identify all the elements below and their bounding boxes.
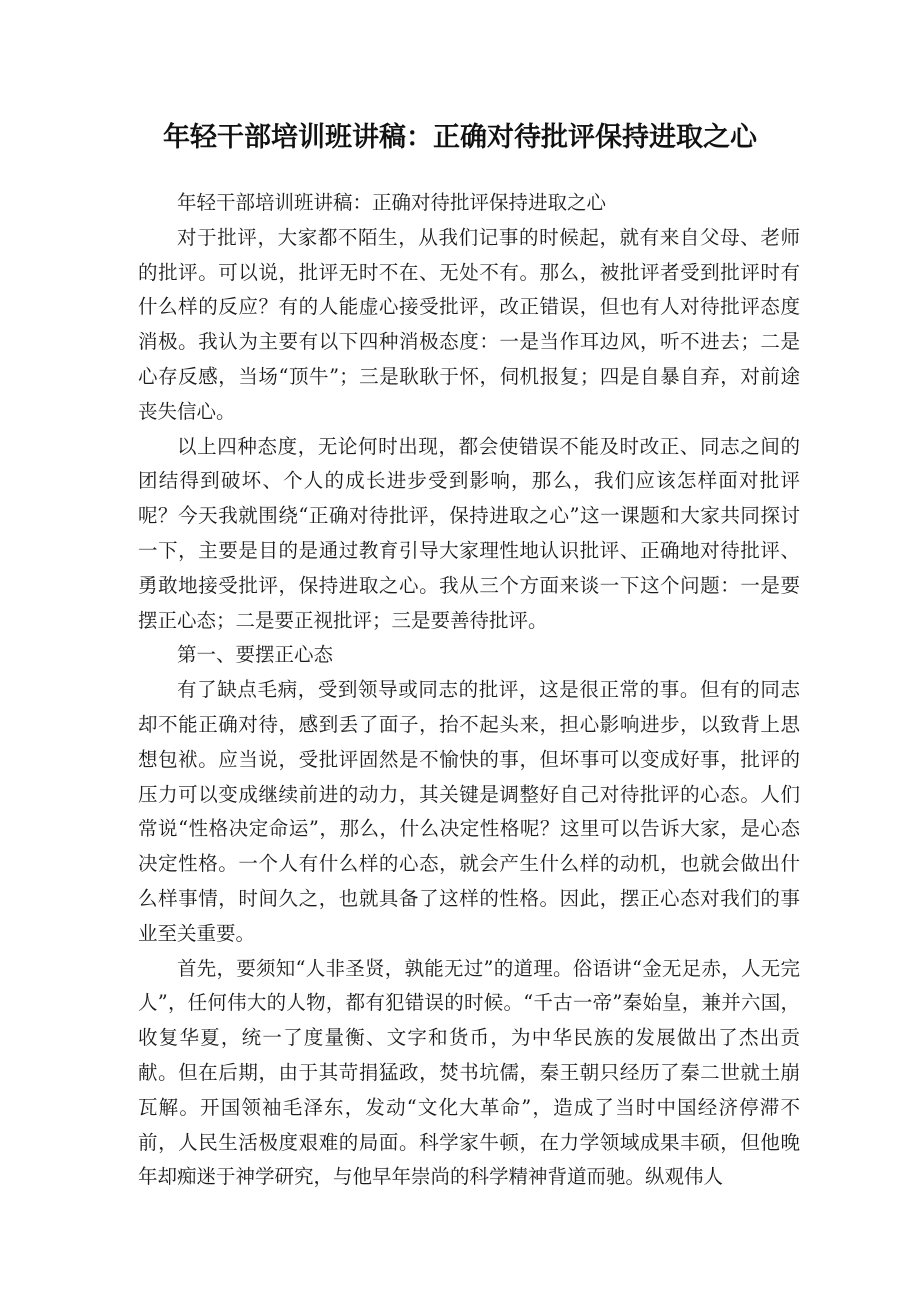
paragraph-mindset: 有了缺点毛病，受到领导或同志的批评，这是很正常的事。但有的同志却不能正确对待，感到丢了面子，抬不起头来，担心影响进步，以致背上思想包袱。应当说，受批评固然是不愉快的事，但坏事可以变成好事，批评的压力可以变成继续前进的动力，其关键是调整好自己对待批评的心态。人们常说“性格决定命运”，那么，什么决定性格呢？这里可以告诉大家，是心态决定性格。一个人有什么样的心态，就会产生什么样的动机，也就会做出什么样事情，时间久之，也就具备了这样的性格。因此，摆正心态对我们的事业至关重要。 [138,678,800,945]
paragraph-no-one-perfect: 首先，要须知“人非圣贤，孰能无过”的道理。俗语讲“金无足赤，人无完人”，任何伟大的人物，都有犯错误的时候。“千古一帝”秦始皇，兼并六国，收复华夏，统一了度量衡、文字和货币，为中华民族的发展做出了杰出贡献。但在后期，由于其苛捐猛政，焚书坑儒，秦王朝只经历了秦二世就土崩瓦解。开国领袖毛泽东，发动“文化大革命”，造成了当时中国经济停滞不前，人民生活极度艰难的局面。科学家牛顿，在力学领域成果丰硕，但他晚年却痴迷于神学研究，与他早年崇尚的科学精神背道而驰。纵观伟人 [138,956,800,1189]
document-body [138,186,800,1195]
paragraph-four-attitudes: 以上四种态度，无论何时出现，都会使错误不能及时改正、同志之间的团结得到破坏、个人的成长进步受到影响，那么，我们应该怎样面对批评呢？今天我就围绕“正确对待批评，保持进取之心”这一课题和大家共同探讨一下，主要是目的是通过教育引导大家理性地认识批评、正确地对待批评、勇敢地接受批评，保持进取之心。我从三个方面来谈一下这个问题：一是要摆正心态；二是要正视批评；三是要善待批评。 [138,434,800,632]
section-heading: 第一、要摆正心态 [177,643,334,667]
document-title: 年轻干部培训班讲稿：正确对待批评保持进取之心 [163,122,757,153]
paragraph-subtitle: 年轻干部培训班讲稿：正确对待批评保持进取之心 [177,191,607,214]
paragraph-intro: 对于批评，大家都不陌生，从我们记事的时候起，就有来自父母、老师的批评。可以说，批评无时不在、无处不有。那么，被批评者受到批评时有什么样的反应？有的人能虚心接受批评，改正错误，但也有人对待批评态度消极。我认为主要有以下四种消极态度：一是当作耳边风，听不进去；二是心存反感，当场“顶牛”；三是耿耿于怀，伺机报复；四是自暴自弃，对前途丧失信心。 [138,225,800,423]
